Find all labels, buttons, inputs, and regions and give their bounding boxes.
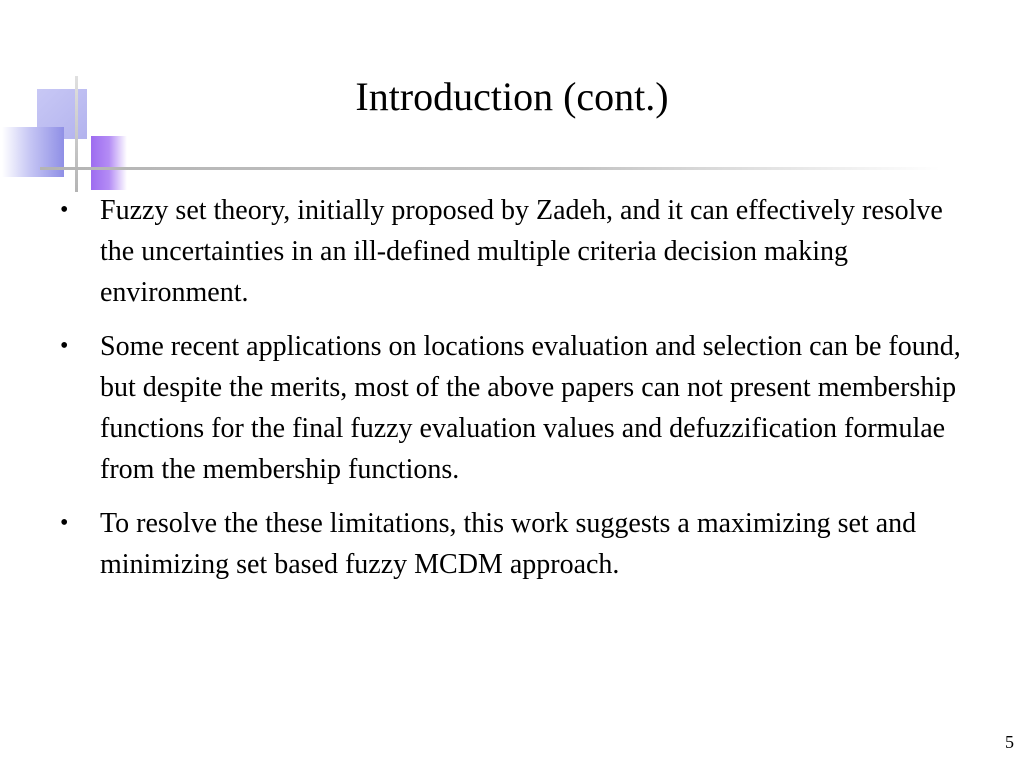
bullet-dot-icon: •	[60, 333, 69, 359]
title-underline-rule	[40, 167, 940, 170]
slide-title: Introduction (cont.)	[355, 74, 669, 119]
decorative-vertical-rule	[75, 76, 78, 192]
bullet-dot-icon: •	[60, 197, 69, 223]
bullet-item	[58, 503, 968, 585]
bullet-item	[58, 326, 968, 490]
bullet-dot-icon: •	[60, 510, 69, 536]
decorative-square-purple	[91, 136, 127, 190]
bullet-text: Fuzzy set theory, initially proposed by Zadeh, and it can effectively resolve the uncertainties in an ill-defined multiple criteria decision making environment.	[100, 195, 943, 308]
bullet-item	[58, 190, 968, 313]
bullet-text: To resolve the these limitations, this work suggests a maximizing set and minimizing set based fuzzy MCDM approach.	[100, 508, 917, 580]
bullet-text: Some recent applications on locations evaluation and selection can be found, but despite the merits, most of the above papers can not present membership functions for the final fuzzy evaluation values and defuzzification formulae from the membership functions.	[100, 331, 961, 485]
bullet-list	[58, 190, 968, 598]
page-number: 5	[1005, 732, 1014, 752]
